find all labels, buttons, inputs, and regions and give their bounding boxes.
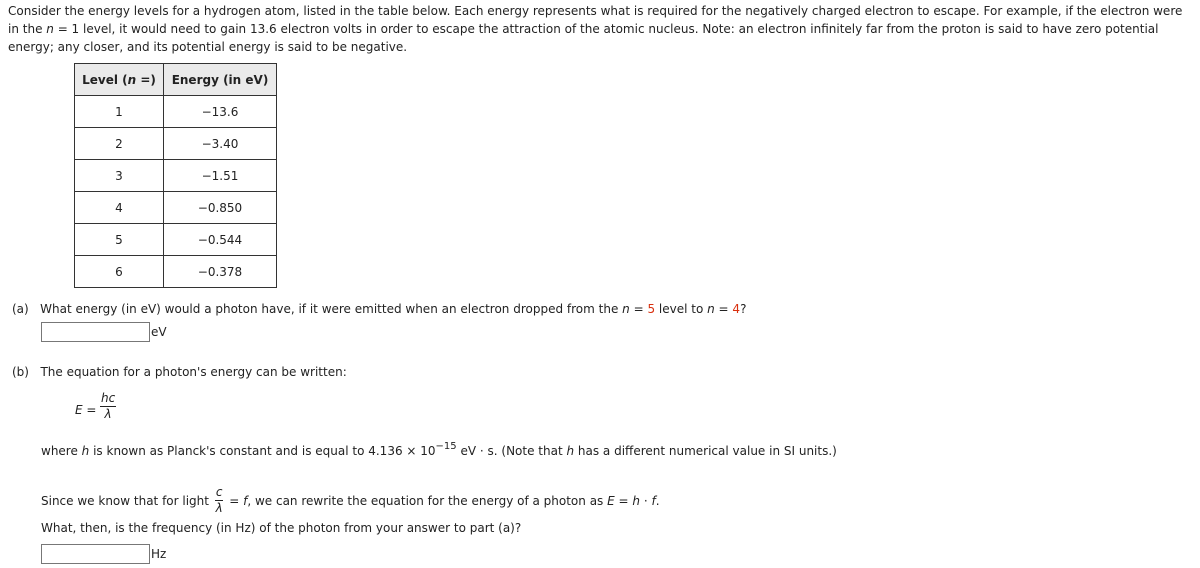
table-row	[75, 128, 277, 160]
part-a-question: (a) What energy (in eV) would a photon have, if it were emitted when an electron dropped from the n = 5 level to n = 4?	[12, 302, 747, 316]
level-cell: 4	[75, 192, 164, 224]
variable-n: n	[46, 22, 54, 36]
level-cell: 6	[75, 256, 164, 288]
energy-levels-table	[74, 63, 277, 288]
header-energy: Energy (in eV)	[164, 64, 277, 96]
energy-answer-input[interactable]	[41, 322, 150, 342]
hc-over-lambda: $\frac{hc}{\lambda}$	[101, 391, 116, 421]
table-row	[75, 192, 277, 224]
frequency-answer-input[interactable]	[41, 544, 150, 564]
level-cell: 1	[75, 96, 164, 128]
level-cell: 5	[75, 224, 164, 256]
level-cell: 2	[75, 128, 164, 160]
table-row	[75, 160, 277, 192]
to-level: 4	[732, 302, 741, 316]
table-row	[75, 224, 277, 256]
table-header-row	[75, 64, 277, 96]
level-cell: 3	[75, 160, 164, 192]
part-a-label: (a)	[12, 302, 29, 316]
planck-constant-text: where h is known as Planck's constant and is equal to $4.136 \times 10^{-15}$ eV · s. (Note that h has a different numerical value in SI units.)	[41, 441, 837, 458]
energy-cell: −13.6	[164, 96, 277, 128]
light-relation-text: Since we know that for light $\frac{c}{\lambda}$ = f, we can rewrite the equation for the energy of a photon as E = h · f.	[41, 485, 660, 515]
energy-cell: −0.378	[164, 256, 277, 288]
from-level: 5	[647, 302, 656, 316]
energy-unit-label: eV	[151, 325, 167, 339]
energy-cell: −0.544	[164, 224, 277, 256]
frequency-question: What, then, is the frequency (in Hz) of the photon from your answer to part (a)?	[41, 521, 522, 535]
part-b-intro: (b) The equation for a photon's energy can be written:	[12, 365, 347, 379]
frequency-unit-label: Hz	[151, 547, 167, 561]
table-row	[75, 96, 277, 128]
header-level: Level (n =)	[75, 64, 164, 96]
table-row	[75, 256, 277, 288]
energy-cell: −3.40	[164, 128, 277, 160]
part-b-label: (b)	[12, 365, 29, 379]
energy-cell: −0.850	[164, 192, 277, 224]
problem-intro: Consider the energy levels for a hydrogen atom, listed in the table below. Each energy represents what is required for the negatively charged electron to escape. For example, if the electron were in the n = 1 level, it would need to gain 13.6 electron volts in order to escape the attraction of the atomic nucleus. Note: an electron infinitely far from the proton is said to have zero potential energy; any closer, and its potential energy is said to be negative.	[8, 4, 1183, 54]
c-over-lambda: $\frac{c}{\lambda}$	[215, 485, 223, 515]
energy-cell: −1.51	[164, 160, 277, 192]
